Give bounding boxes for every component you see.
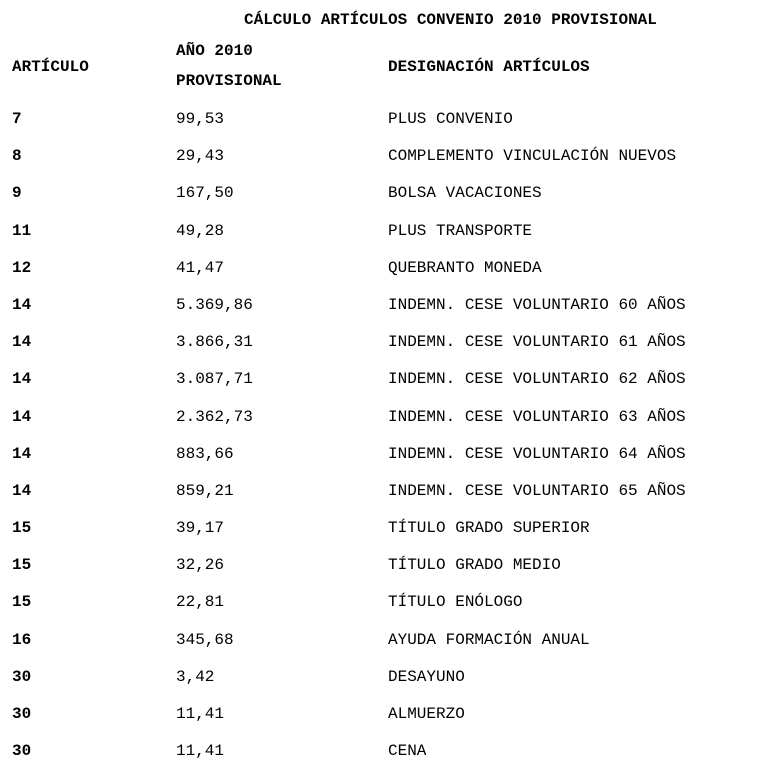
cell-designacion: DESAYUNO (388, 667, 465, 686)
table-row (0, 584, 758, 621)
cell-designacion: TÍTULO ENÓLOGO (388, 593, 523, 612)
cell-articulo: 16 (12, 630, 32, 649)
table-row (0, 696, 758, 733)
cell-designacion: INDEMN. CESE VOLUNTARIO 61 AÑOS (388, 333, 686, 352)
cell-designacion: INDEMN. CESE VOLUNTARIO 64 AÑOS (388, 444, 686, 463)
cell-valor: 3,42 (176, 667, 215, 686)
cell-valor: 11,41 (176, 742, 225, 761)
cell-designacion: CENA (388, 742, 427, 761)
table-row (0, 287, 758, 324)
cell-designacion: ALMUERZO (388, 705, 465, 723)
cell-valor: 883,66 (176, 444, 234, 463)
table-row (0, 473, 758, 510)
header-year (176, 36, 282, 96)
cell-articulo: 14 (12, 333, 32, 352)
cell-articulo: 15 (12, 556, 32, 575)
cell-designacion: INDEMN. CESE VOLUNTARIO 63 AÑOS (388, 407, 686, 426)
table-row (0, 361, 758, 398)
cell-designacion: BOLSA VACACIONES (388, 184, 542, 203)
cell-articulo: 14 (12, 295, 32, 314)
table-row (0, 436, 758, 473)
cell-articulo: 7 (12, 110, 22, 128)
table-row (0, 659, 758, 696)
cell-valor: 41,47 (176, 258, 225, 277)
cell-valor: 5.369,86 (176, 295, 253, 314)
cell-designacion: INDEMN. CESE VOLUNTARIO 65 AÑOS (388, 481, 686, 500)
header-year-line2: PROVISIONAL (176, 72, 282, 90)
cell-valor: 32,26 (176, 556, 225, 575)
articles-table (0, 101, 758, 770)
table-row (0, 547, 758, 584)
table-row (0, 213, 758, 250)
cell-valor: 345,68 (176, 630, 234, 649)
cell-articulo: 12 (12, 258, 32, 277)
cell-articulo: 11 (12, 221, 32, 240)
cell-articulo: 30 (12, 667, 32, 686)
table-row (0, 250, 758, 287)
table-row (0, 101, 758, 138)
table-row (0, 733, 758, 770)
cell-valor: 3.087,71 (176, 370, 253, 389)
cell-valor: 99,53 (176, 110, 225, 128)
cell-designacion: COMPLEMENTO VINCULACIÓN NUEVOS (388, 147, 677, 166)
cell-valor: 167,50 (176, 184, 234, 203)
cell-valor: 29,43 (176, 147, 225, 166)
cell-valor: 22,81 (176, 593, 225, 612)
table-row (0, 324, 758, 361)
table-row (0, 510, 758, 547)
cell-designacion: INDEMN. CESE VOLUNTARIO 60 AÑOS (388, 295, 686, 314)
cell-valor: 39,17 (176, 519, 225, 538)
cell-articulo: 14 (12, 481, 32, 500)
cell-articulo: 8 (12, 147, 22, 166)
cell-valor: 2.362,73 (176, 407, 253, 426)
cell-designacion: PLUS TRANSPORTE (388, 221, 533, 240)
header-year-line1: AÑO 2010 (176, 42, 253, 60)
table-row (0, 138, 758, 175)
cell-articulo: 30 (12, 742, 32, 761)
cell-designacion: TÍTULO GRADO MEDIO (388, 556, 561, 575)
cell-articulo: 15 (12, 593, 32, 612)
cell-valor: 11,41 (176, 705, 225, 723)
cell-designacion: QUEBRANTO MONEDA (388, 258, 542, 277)
cell-articulo: 15 (12, 519, 32, 538)
cell-articulo: 9 (12, 184, 22, 203)
cell-valor: 859,21 (176, 481, 234, 500)
table-row (0, 622, 758, 659)
cell-designacion: AYUDA FORMACIÓN ANUAL (388, 630, 590, 649)
cell-designacion: INDEMN. CESE VOLUNTARIO 62 AÑOS (388, 370, 686, 389)
cell-articulo: 14 (12, 444, 32, 463)
table-row (0, 399, 758, 436)
cell-designacion: TÍTULO GRADO SUPERIOR (388, 519, 590, 538)
cell-articulo: 14 (12, 407, 32, 426)
table-row (0, 175, 758, 212)
cell-valor: 3.866,31 (176, 333, 253, 352)
cell-designacion: PLUS CONVENIO (388, 110, 513, 128)
cell-articulo: 14 (12, 370, 32, 389)
cell-valor: 49,28 (176, 221, 225, 240)
header-articulo: ARTÍCULO (12, 58, 89, 76)
cell-articulo: 30 (12, 705, 32, 723)
document-title: CÁLCULO ARTÍCULOS CONVENIO 2010 PROVISIONAL (244, 11, 657, 29)
header-designacion: DESIGNACIÓN ARTÍCULOS (388, 58, 590, 76)
